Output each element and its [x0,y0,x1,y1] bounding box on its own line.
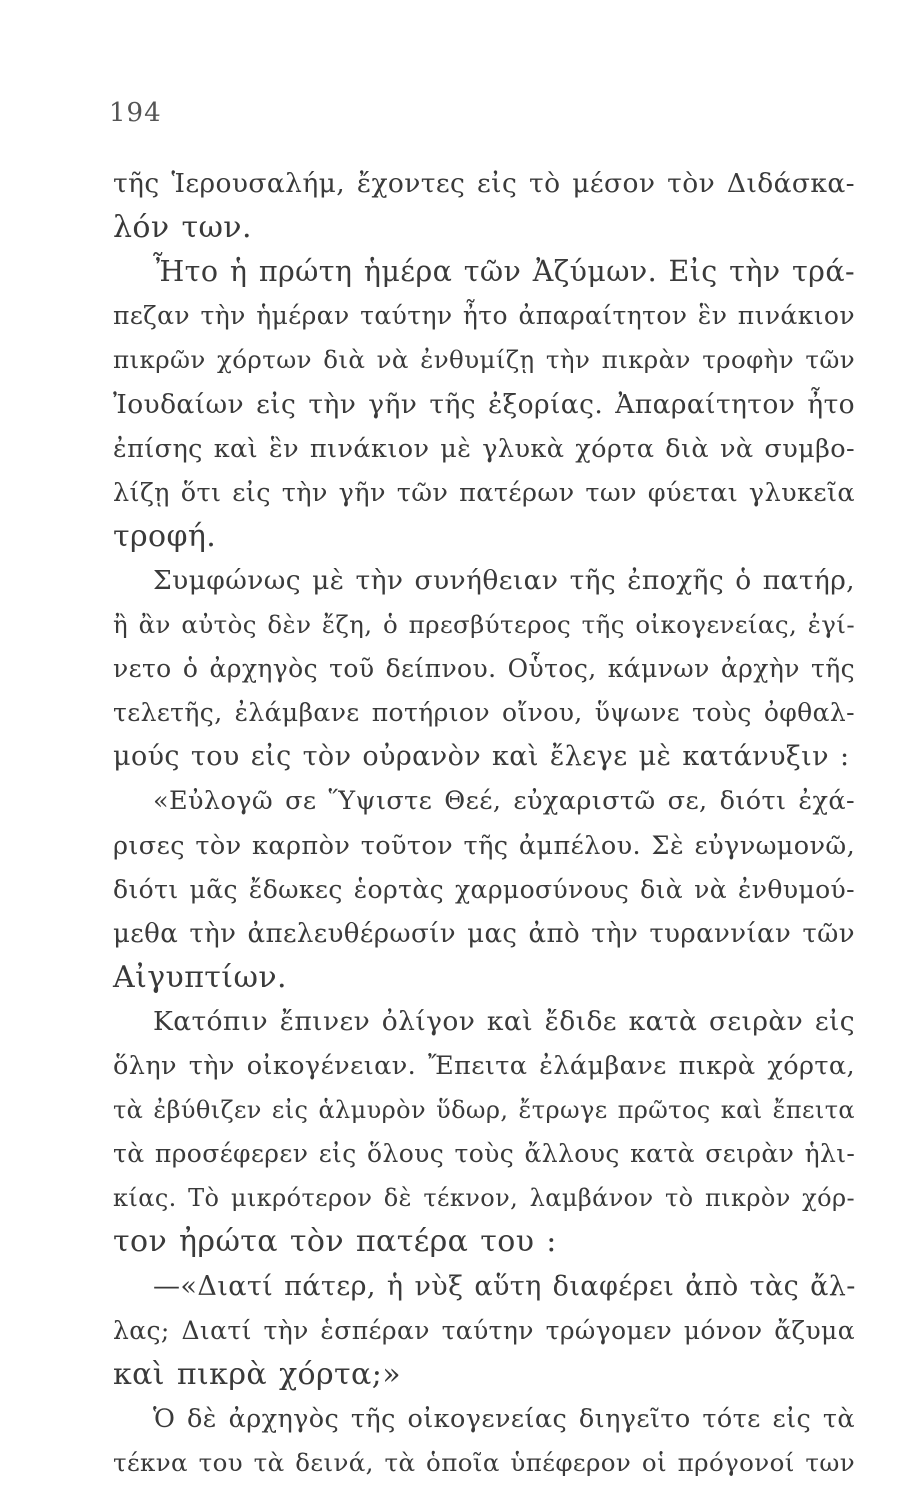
text-line: τὰ προσέφερεν εἰς ὅλους τοὺς ἄλλους κατὰ σειρὰν ἡλι- [113,1139,856,1169]
page-number: 194 [109,98,162,128]
text-line: διότι μᾶς ἔδωκες ἑορτὰς χαρμοσύνους διὰ νὰ ἐνθυμού- [113,874,855,904]
text-line: «Εὐλογῶ σε Ὕψιστε Θεέ, εὐχαριστῶ σε, διότι ἐχά- [153,786,855,817]
text-line: κίας. Τὸ μικρότερον δὲ τέκνον, λαμβάνον τὸ πικρὸν χόρ- [113,1184,855,1213]
text-line: Κατόπιν ἔπινεν ὀλίγον καὶ ἔδιδε κατὰ σειρὰν εἰς [153,1005,855,1037]
text-line: —«Διατί πάτερ, ἡ νὺξ αὕτη διαφέρει ἀπὸ τὰς ἄλ- [153,1270,856,1302]
text-line: τῆς Ἱερουσαλήμ, ἔχοντες εἰς τὸ μέσον τὸν Διδάσκα- [113,168,855,199]
text-line: Αἰγυπτίων. [113,959,287,995]
text-line: τροφή. [113,518,217,554]
text-line: τον ἠρώτα τὸν πατέρα του : [113,1224,557,1260]
text-line: πικρῶν χόρτων διὰ νὰ ἐνθυμίζῃ τὴν πικρὰν τροφὴν τῶν [113,345,855,375]
text-line: καὶ πικρὰ χόρτα;» [113,1356,401,1392]
text-line: λίζῃ ὅτι εἰς τὴν γῆν τῶν πατέρων των φύεται γλυκεῖα [113,477,855,508]
text-line: λόν των. [113,210,252,246]
text-line: Ἰουδαίων εἰς τὴν γῆν τῆς ἐξορίας. Ἀπαραίτητον ἦτο [113,388,855,420]
text-line: ὅλην τὴν οἰκογένειαν. Ἔπειτα ἐλάμβανε πικρὰ χόρτα, [113,1051,855,1081]
text-line: τελετῆς, ἐλάμβανε ποτήριον οἴνου, ὕψωνε τοὺς ὀφθαλ- [113,698,855,728]
text-line: νετο ὁ ἀρχηγὸς τοῦ δείπνου. Οὗτος, κάμνων ἀρχὴν τῆς [113,654,855,684]
text-line: Συμφώνως μὲ τὴν συνήθειαν τῆς ἐποχῆς ὁ πατήρ, [153,564,855,596]
text-line: Ἦτο ἡ πρώτη ἡμέρα τῶν Ἀζύμων. Εἰς τὴν τρά- [153,255,855,289]
text-line: πεζαν τὴν ἡμέραν ταύτην ἦτο ἀπαραίτητον ἓν πινάκιον [113,301,855,331]
text-line: ρισες τὸν καρπὸν τοῦτον τῆς ἀμπέλου. Σὲ εὐγνωμονῶ, [113,830,856,861]
text-line: τὰ ἐβύθιζεν εἰς ἁλμυρὸν ὕδωρ, ἔτρωγε πρῶτος καὶ ἔπειτα [113,1096,855,1125]
text-line: μούς του εἰς τὸν οὐρανὸν καὶ ἔλεγε μὲ κατάνυξιν : [113,741,850,773]
text-line: ἢ ἂν αὐτὸς δὲν ἔζη, ὁ πρεσβύτερος τῆς οἰκογενείας, ἐγί- [113,610,855,639]
text-line: ἐπίσης καὶ ἓν πινάκιον μὲ γλυκὰ χόρτα διὰ νὰ συμβο- [113,433,855,464]
text-line: μεθα τὴν ἀπελευθέρωσίν μας ἀπὸ τὴν τυραννίαν τῶν [113,918,855,949]
text-line: Ὁ δὲ ἀρχηγὸς τῆς οἰκογενείας διηγεῖτο τότε εἰς τὰ [153,1403,855,1434]
text-line: τέκνα του τὰ δεινά, τὰ ὁποῖα ὑπέφερον οἱ πρόγονοί των [113,1447,855,1477]
text-line: λας; Διατί τὴν ἑσπέραν ταύτην τρώγομεν μόνον ἄζυμα [113,1315,855,1345]
